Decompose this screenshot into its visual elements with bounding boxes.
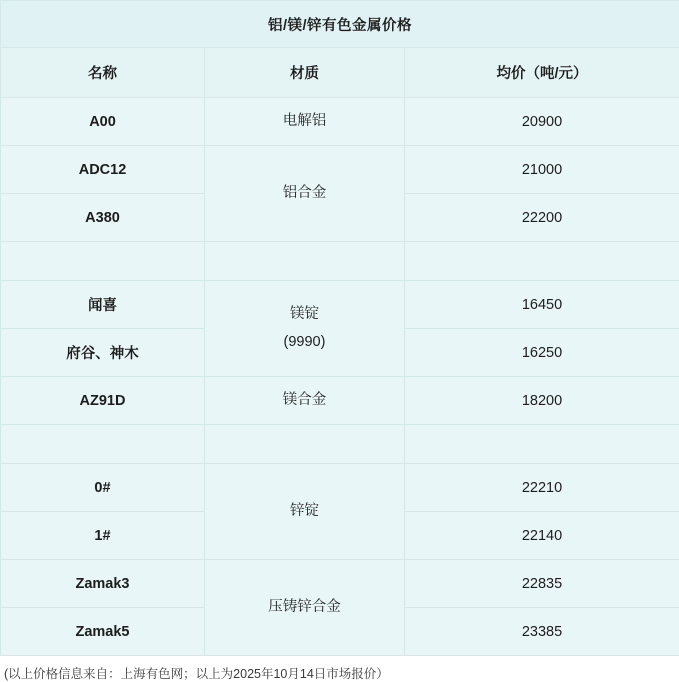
spacer-cell [1,425,205,464]
table-title: 铝/镁/锌有色金属价格 [1,1,679,48]
row-name: A00 [1,98,205,146]
table-row [1,146,679,194]
source-footnote: (以上价格信息来自：上海有色网；以上为2025年10月14日市场报价） [0,656,679,682]
row-price: 22200 [405,194,679,242]
spacer-cell [405,425,679,464]
spacer-cell [205,242,405,281]
row-price: 22835 [405,560,679,608]
column-header-material: 材质 [205,48,405,98]
row-price: 23385 [405,608,679,656]
group-spacer [1,242,679,281]
row-material: 电解铝 [205,98,405,146]
table-row [1,281,679,329]
table-title-row [1,1,679,48]
row-material: 铝合金 [205,146,405,242]
column-header-price: 均价（吨/元） [405,48,679,98]
row-name: ADC12 [1,146,205,194]
table-header-row [1,48,679,98]
row-price: 16450 [405,281,679,329]
row-name: 1# [1,512,205,560]
row-material: 锌锭 [205,464,405,560]
row-name: A380 [1,194,205,242]
spacer-cell [1,242,205,281]
row-material-sub: (9990) [206,329,403,357]
spacer-cell [405,242,679,281]
table-row [1,464,679,512]
row-name: AZ91D [1,377,205,425]
row-material: 镁合金 [205,377,405,425]
row-name: 府谷、神木 [1,329,205,377]
row-material: 压铸锌合金 [205,560,405,656]
row-price: 21000 [405,146,679,194]
row-name: 闻喜 [1,281,205,329]
row-material [205,281,405,377]
row-price: 16250 [405,329,679,377]
row-name: 0# [1,464,205,512]
row-price: 22140 [405,512,679,560]
row-name: Zamak3 [1,560,205,608]
table-row [1,560,679,608]
column-header-name: 名称 [1,48,205,98]
group-spacer [1,425,679,464]
table-row [1,98,679,146]
spacer-cell [205,425,405,464]
row-name: Zamak5 [1,608,205,656]
table-row [1,377,679,425]
row-material-main: 镁锭 [206,301,403,329]
row-price: 18200 [405,377,679,425]
row-price: 22210 [405,464,679,512]
row-price: 20900 [405,98,679,146]
